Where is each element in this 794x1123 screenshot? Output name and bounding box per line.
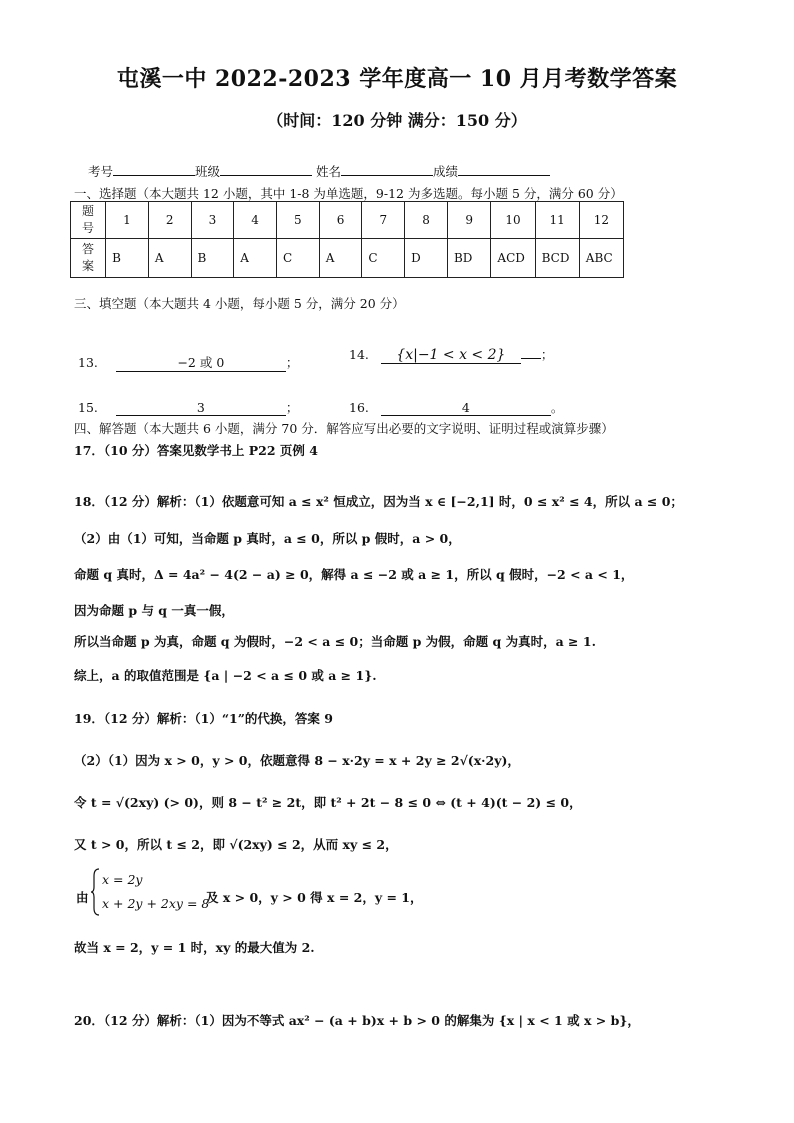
q16-period: 。 [550,400,564,415]
table-cell: 2 [148,202,191,239]
q18-line-4: 因为命题 p 与 q 一真一假， [74,603,234,618]
q16-label: 16. [349,400,369,415]
q18-line-3: 命题 q 真时，Δ = 4a² − 4(2 − a) ≥ 0，解得 a ≤ −2 或 a ≥ 1，所以 q 假时，−2 < a < 1， [74,567,634,582]
page-subtitle: （时间：120 分钟 满分：150 分） [267,111,527,130]
table-cell: 9 [447,202,490,239]
q17-text: 17．（10 分）答案见数学书上 P22 页例 4 [74,443,318,458]
q19-system-eq2: x + 2y + 2xy = 8 [102,896,210,911]
q19-system-suffix: 及 x > 0，y > 0 得 x = 2，y = 1， [206,890,423,905]
table-row-answers [71,239,624,278]
table-cell: 1 [106,202,149,239]
fill-q13 [78,353,298,372]
q18-line-1: 18．（12 分）解析：（1）依题意可知 a ≤ x² 恒成立，因为当 x ∈ [−2,1] 时，0 ≤ x² ≤ 4，所以 a ≤ 0； [74,494,683,509]
score-field[interactable] [458,163,550,176]
page-title: 屯溪一中 2022-2023 学年度高一 10 月月考数学答案 [116,66,678,92]
q14-semicolon: ； [540,347,554,362]
table-cell: 5 [276,202,319,239]
table-cell: C [362,239,405,278]
q14-underline [521,346,541,359]
table-cell: 12 [579,202,623,239]
q13-semicolon: ； [285,355,299,370]
table-cell: B [191,239,234,278]
table-head-number: 题 号 [71,202,106,239]
table-cell: 6 [319,202,362,239]
q18-line-5: 所以当命题 p 为真，命题 q 为假时，−2 < a ≤ 0；当命题 p 为假，命题 q 为真时，a ≥ 1. [74,634,596,649]
q14-answer: {x|−1 < x < 2} [381,347,521,364]
section-4-heading: 四、解答题（本大题共 6 小题，满分 70 分．解答应写出必要的文字说明、证明过程或演算步骤） [74,421,614,436]
q18-line-2: （2）由（1）可知，当命题 p 真时，a ≤ 0，所以 p 假时，a > 0， [74,531,461,546]
table-cell: 11 [535,202,579,239]
answer-table [70,201,624,278]
q19-system-eq1: x = 2y [102,872,143,887]
q15-label: 15. [78,400,98,415]
name-label: 姓名 [316,164,342,179]
class-label: 班级 [195,164,221,179]
table-cell: D [405,239,448,278]
table-cell: 8 [405,202,448,239]
exam-no-label: 考号 [88,164,114,179]
q14-label: 14. [349,347,369,362]
table-cell: B [106,239,149,278]
table-cell: A [319,239,362,278]
table-cell: 3 [191,202,234,239]
q19-line-3: 令 t = √(2xy) (> 0)，则 8 − t² ≥ 2t，即 t² + 2t − 8 ≤ 0 ⇔ (t + 4)(t − 2) ≤ 0， [74,795,582,810]
q19-system-prefix: 由 [76,890,89,905]
score-label: 成绩 [433,164,459,179]
class-field[interactable] [220,163,312,176]
q19-line-6: 故当 x = 2，y = 1 时，xy 的最大值为 2. [74,940,315,955]
q13-answer: −2 或 0 [116,353,286,372]
table-cell: 7 [362,202,405,239]
section-3-heading: 三、填空题（本大题共 4 小题，每小题 5 分，满分 20 分） [74,296,405,311]
table-cell: 4 [234,202,277,239]
q19-line-1: 19．（12 分）解析：（1）“1”的代换，答案 9 [74,711,333,726]
table-cell: ABC [579,239,623,278]
name-field[interactable] [341,163,433,176]
table-cell: A [234,239,277,278]
q20-line-1: 20．（12 分）解析：（1）因为不等式 ax² − (a + b)x + b > 0 的解集为 {x | x < 1 或 x > b}， [74,1013,640,1028]
q15-semicolon: ； [285,400,299,415]
q19-line-4: 又 t > 0，所以 t ≤ 2，即 √(2xy) ≤ 2，从而 xy ≤ 2， [74,837,398,852]
q19-line-2: （2）（1）因为 x > 0，y > 0，依题意得 8 − x·2y = x + 2y ≥ 2√(x·2y)， [74,753,520,768]
student-info-line [88,162,550,180]
table-cell: 10 [491,202,535,239]
table-cell: C [276,239,319,278]
q13-label: 13. [78,355,98,370]
q16-answer: 4 [381,400,551,416]
fill-q15 [78,398,298,416]
table-cell: A [148,239,191,278]
fill-q16 [349,398,563,416]
brace-icon [90,868,100,916]
table-row-numbers [71,202,624,239]
fill-q14 [349,345,553,364]
exam-no-field[interactable] [113,163,195,176]
table-cell: BCD [535,239,579,278]
table-cell: ACD [491,239,535,278]
table-head-answer: 答 案 [71,239,106,278]
table-cell: BD [447,239,490,278]
q15-answer: 3 [116,400,286,416]
section-1-heading: 一、选择题（本大题共 12 小题，其中 1-8 为单选题，9-12 为多选题。每小题 5 分，满分 60 分） [74,186,623,201]
q18-line-6: 综上，a 的取值范围是 {a | −2 < a ≤ 0 或 a ≥ 1}. [74,668,377,683]
